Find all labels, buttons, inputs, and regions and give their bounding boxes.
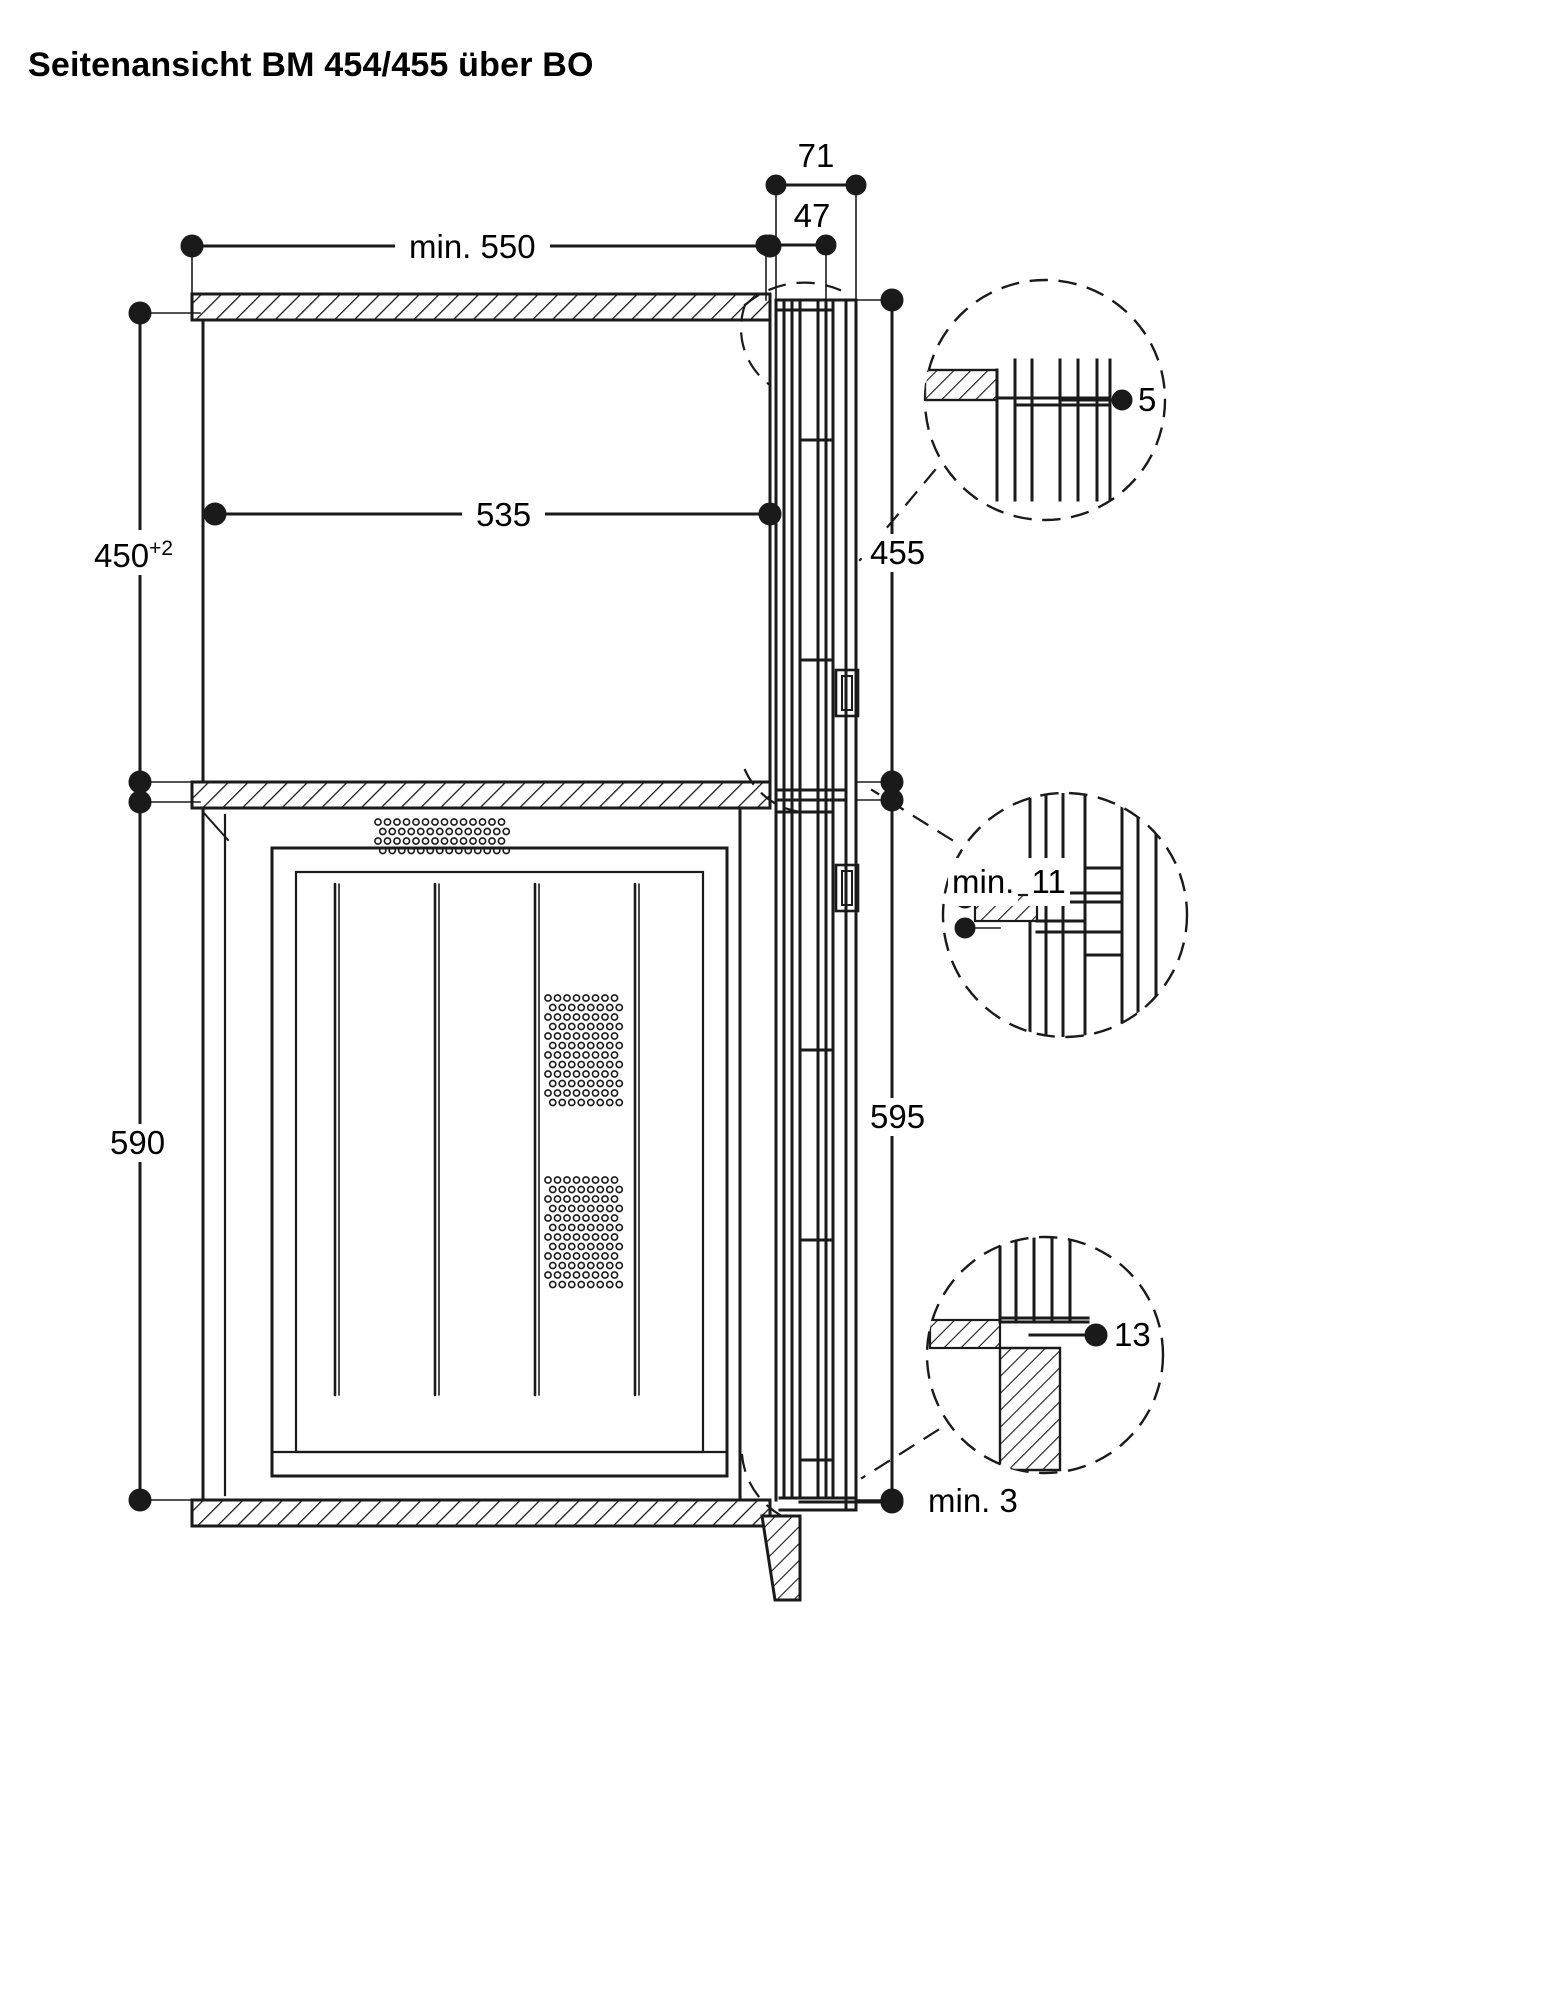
detail-label-11-line2: 11 — [1028, 858, 1070, 906]
dim-label-450 — [88, 530, 179, 575]
dim-label-535: 535 — [462, 496, 545, 534]
detail-label-11-line1: min. — [948, 858, 1018, 906]
detail-label-13: 13 — [1110, 1316, 1155, 1354]
detail-label-11 — [948, 848, 1070, 906]
detail-circle-5 — [741, 280, 1165, 560]
oven-door-panel — [272, 848, 727, 1476]
dim-label-450-tolerance: +2 — [149, 537, 174, 560]
middle-shelf — [192, 782, 770, 808]
dimension-595 — [856, 790, 902, 1510]
appliance-front-assembly — [762, 300, 858, 1600]
detail-circle-13 — [742, 1222, 1163, 1520]
lower-oven-body — [203, 808, 740, 1500]
top-shelf — [192, 294, 770, 320]
dim-label-455: 455 — [864, 534, 931, 572]
dim-label-min-3: min. 3 — [922, 1482, 1024, 1520]
dim-label-450-value: 450 — [94, 537, 150, 574]
page-title: Seitenansicht BM 454/455 über BO — [28, 46, 594, 84]
door-glass-layers — [335, 884, 639, 1395]
bottom-shelf — [192, 1500, 770, 1526]
dim-label-min-550: min. 550 — [395, 228, 550, 266]
detail-label-5: 5 — [1134, 381, 1160, 419]
dim-label-595: 595 — [864, 1098, 931, 1136]
dimension-71 — [767, 176, 865, 300]
dim-label-71: 71 — [797, 137, 835, 174]
dim-label-47: 47 — [793, 197, 831, 234]
ventilation-perforations — [375, 819, 622, 1288]
dim-label-590: 590 — [104, 1124, 171, 1162]
